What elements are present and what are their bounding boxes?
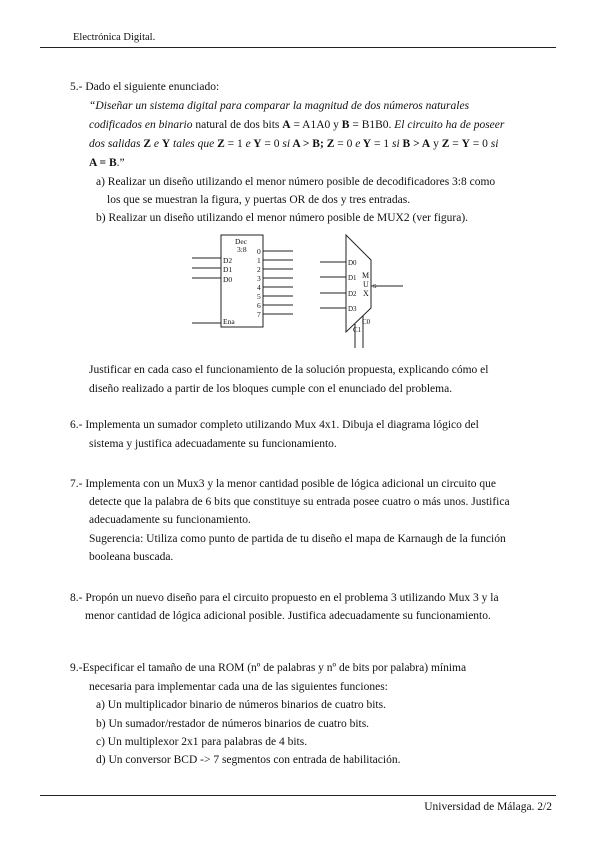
problem-9-line-2: necesaria para implementar cada una de las siguientes funciones: bbox=[89, 681, 388, 693]
mux-input-d0: D0 bbox=[348, 259, 357, 267]
problem-9c: c) Un multiplexor 2x1 para palabras de 4 bits. bbox=[96, 736, 308, 748]
mux-letter-x: X bbox=[363, 289, 369, 298]
problem-7-line-3: adecuadamente su funcionamiento. bbox=[89, 514, 251, 526]
decoder-output-1: 1 bbox=[257, 256, 261, 265]
problem-8-line-2: menor cantidad de lógica adicional posible. Justifica adecuadamente su funcionamiento. bbox=[85, 610, 491, 622]
decoder-output-4: 4 bbox=[257, 283, 261, 292]
problem-6-line-2: sistema y justifica adecuadamente su funcionamiento. bbox=[89, 438, 337, 450]
problem-7-hint-line-1: Sugerencia: Utiliza como punto de partida de tu diseño el mapa de Karnaugh de la función bbox=[89, 533, 506, 545]
problem-8-line-1: 8.- Propón un nuevo diseño para el circuito propuesto en el problema 3 utilizando Mux 3 y la bbox=[70, 592, 499, 604]
mux-select-c1: C1 bbox=[353, 326, 362, 334]
mux-letter-u: U bbox=[363, 280, 369, 289]
decoder-output-5: 5 bbox=[257, 292, 261, 301]
problem-9a: a) Un multiplicador binario de números binarios de cuatro bits. bbox=[96, 699, 386, 711]
footer-rule bbox=[40, 795, 556, 796]
problem-9-line-1: 9.-Especificar el tamaño de una ROM (nº de palabras y nº de bits por palabra) mínima bbox=[70, 662, 467, 674]
decoder-subtitle: 3:8 bbox=[237, 245, 247, 254]
problem-5-heading: 5.- Dado el siguiente enunciado: bbox=[70, 81, 220, 93]
decoder-input-d1: D1 bbox=[223, 265, 233, 274]
problem-6-line-1: 6.- Implementa un sumador completo utilizando Mux 4x1. Dibuja el diagrama lógico del bbox=[70, 419, 479, 431]
decoder-input-d0: D0 bbox=[223, 275, 233, 284]
mux-block bbox=[320, 235, 403, 348]
problem-9d: d) Un conversor BCD -> 7 segmentos con entrada de habilitación. bbox=[96, 754, 401, 766]
mux-select-c0: C0 bbox=[362, 318, 371, 326]
problem-5-quote-line-4: A = B.” bbox=[89, 157, 125, 169]
problem-5a-line-1: a) Realizar un diseño utilizando el menor número posible de decodificadores 3:8 como bbox=[96, 176, 496, 188]
mux-input-d3: D3 bbox=[348, 305, 357, 313]
page-header-title: Electrónica Digital. bbox=[73, 32, 156, 43]
problem-5-quote-line-2: codificados en binario natural de dos bits A = A1A0 y B = B1B0. El circuito ha de poseer bbox=[89, 119, 505, 131]
problem-7-hint-line-2: booleana buscada. bbox=[89, 551, 174, 563]
decoder-title: Dec bbox=[235, 237, 248, 246]
mux-input-d1: D1 bbox=[348, 274, 357, 282]
decoder-output-6: 6 bbox=[257, 301, 261, 310]
problem-5-quote-line-3: dos salidas Z e Y tales que Z = 1 e Y = 0 si A > B; Z = 0 e Y = 1 si B > A y Z = Y = 0 si bbox=[89, 138, 499, 150]
problem-7-line-2: detecte que la palabra de 6 bits que constituye su entrada posee cuatro o más unos. Justifica bbox=[89, 496, 510, 508]
decoder-input-d2: D2 bbox=[223, 256, 233, 265]
header-rule bbox=[40, 47, 556, 48]
page-footer: Universidad de Málaga. 2/2 bbox=[424, 801, 552, 813]
mux-letter-m: M bbox=[362, 271, 370, 280]
problem-5-quote-line-1: “Diseñar un sistema digital para comparar la magnitud de dos números naturales bbox=[89, 100, 470, 112]
circuit-figure bbox=[185, 228, 415, 353]
decoder-output-2: 2 bbox=[257, 265, 261, 274]
problem-5-justify-line-2: diseño realizado a partir de los bloques cumple con el enunciado del problema. bbox=[89, 383, 453, 395]
mux-input-d2: D2 bbox=[348, 290, 357, 298]
decoder-output-0: 0 bbox=[257, 247, 261, 256]
problem-9b: b) Un sumador/restador de números binarios de cuatro bits. bbox=[96, 718, 370, 730]
decoder-enable-label: Ena bbox=[223, 317, 235, 326]
problem-5a-line-2: los que se muestran la figura, y puertas OR de dos y tres entradas. bbox=[107, 194, 411, 206]
problem-5-justify-line-1: Justificar en cada caso el funcionamiento de la solución propuesta, explicando cómo el bbox=[89, 364, 489, 376]
decoder-output-3: 3 bbox=[257, 274, 261, 283]
decoder-output-7: 7 bbox=[257, 310, 261, 319]
decoder-3-8-block bbox=[192, 235, 293, 327]
mux-output-s: S bbox=[373, 283, 377, 290]
problem-5b-line: b) Realizar un diseño utilizando el menor número posible de MUX2 (ver figura). bbox=[96, 212, 469, 224]
problem-7-line-1: 7.- Implementa con un Mux3 y la menor cantidad posible de lógica adicional un circuito que bbox=[70, 478, 497, 490]
